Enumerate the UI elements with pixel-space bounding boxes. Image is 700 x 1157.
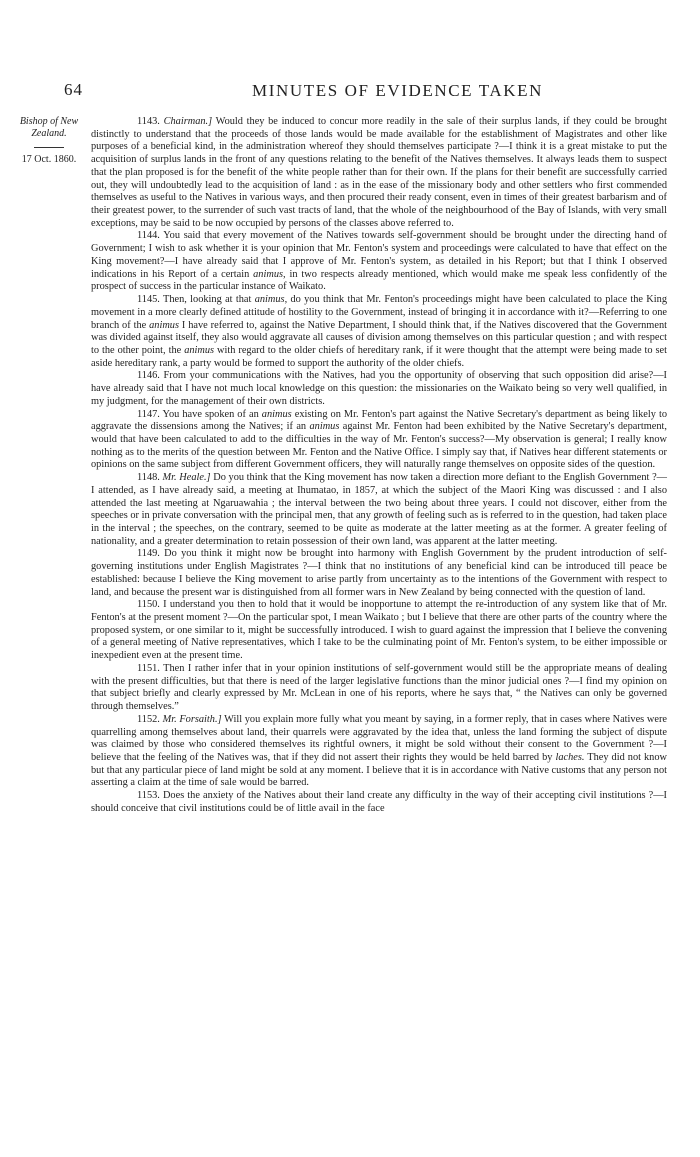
question-1144 xyxy=(91,230,667,294)
speaker-name: Mr. Forsaith.] xyxy=(162,713,222,725)
question-number: 1147. xyxy=(137,408,160,420)
evidence-body xyxy=(91,116,667,816)
question-number: 1152. xyxy=(137,713,160,725)
question-number: 1146. xyxy=(137,370,160,382)
question-text: You said that every movement of the Natives towards self-government should be brought under the directing hand of Government; I wish to ask whether it is your opinion that Mr. Fenton's system and proceedings were calculated to have that effect on the King movement?—I have already said that I approve of Mr. Fenton's system, as detailed in his Report; but that I think I observed indications in his Report of a certain xyxy=(91,230,667,280)
evidence-date: 17 Oct. 1860. xyxy=(21,154,77,165)
question-1146 xyxy=(91,370,667,408)
question-1151 xyxy=(91,663,667,714)
question-text: Do you think that the King movement has now taken a direction more defiant to the English Government ?—I attended, as I have already said, a meeting at Ihumatao, in 1857, at which the subject of the Maori King was discussed : and I also attended the last meeting at Ngaruawahia ; the interval between the two being about three years. I could not discover, either from the speeches or in private conversation with the principal men, that any growth of feeling such as is referred to in the question, had taken place in the interval ; the speeches, on the contrary, seemed to be quite as moderate at the latter meeting as at the former. A greater feeling of nationality, and a greater determination to retain possession of their own land, was apparent at the latter meeting. xyxy=(91,472,668,547)
question-text: From your communications with the Natives, had you the opportunity of observing that such opposition did arise?—I have already said that I have not much local knowledge on this question: the missionaries on the Waikato being so very well qualified, in my judgment, for the management of their own districts. xyxy=(91,370,667,407)
question-number: 1151. xyxy=(137,662,160,674)
question-text: You have spoken of an xyxy=(159,408,262,420)
witness-name: Bishop of New Zealand. xyxy=(19,116,79,139)
question-1153 xyxy=(91,790,667,815)
question-number: 1145. xyxy=(137,294,160,306)
question-number: 1149. xyxy=(137,548,160,560)
question-number: 1150. xyxy=(137,599,160,611)
question-text-cont: with regard to the older chiefs of hereditary rank, if it were thought that the attempt were being made to set aside hereditary rank, a party would be formed to support the authority of the older chiefs. xyxy=(91,344,667,369)
italic-term: laches. xyxy=(555,751,585,763)
question-text: Do you think it might now be brought into harmony with English Government by the prudent introduction of self-governing institutions under English Magistrates ?—I think that no institutions of any beneficial kind can be introduced till peace be established: because I believe the King movement to arise partly from uncertainty as to the intentions of the Government with respect to land, and because the present war is distinguished from all former wars in New Zealand by being connected with the question of land. xyxy=(91,548,667,598)
question-1150 xyxy=(91,599,667,663)
question-number: 1143. xyxy=(137,116,160,127)
question-number: 1148. xyxy=(137,472,160,484)
question-text: Does the anxiety of the Natives about their land create any difficulty in the way of their accepting civil institutions ?—I should conceive that civil institutions could be of little avail in the face xyxy=(91,790,667,814)
question-text: Then, looking at that xyxy=(159,294,255,306)
question-text-cont: I have referred to, against the Native Department, I should think that, if the Natives discovered that the Government was divided against itself, they also would aggravate all causes of division among themselves on this particular question ; and with respect to the other point, the xyxy=(91,319,667,356)
question-1145 xyxy=(91,294,667,370)
question-1143 xyxy=(91,116,667,230)
question-text-cont: They did not know but that any particular piece of land might be sold at any moment. I believe that it is in accordance with Native customs that any person not asserting a claim at the time of sale would be barred. xyxy=(91,751,667,789)
page-number: 64 xyxy=(64,80,83,99)
margin-note xyxy=(10,116,88,166)
question-1147 xyxy=(91,409,667,473)
running-title: MINUTES OF EVIDENCE TAKEN xyxy=(252,81,543,100)
question-text-cont: in two respects already mentioned, which would make me speak less confidently of the prospect of success in the particular instance of Waikato. xyxy=(91,268,667,293)
question-text: Then I rather infer that in your opinion institutions of self-government would still be the appropriate means of dealing with the present difficulties, but that there is need of the larger legislative functions than the minor judicial ones ?—I find my opinion on that subject briefly and clearly expressed by Mr. McLean in one of his reports, where he says that, “ the Natives can only be governed through themselves.” xyxy=(91,662,667,713)
question-text-cont: do you think that Mr. Fenton's proceedings might have been calculated to place the King movement in a more clearly defined attitude of hostility to the Government, instead of bringing it in accordance with it?—Referring to one branch of the xyxy=(91,294,667,331)
question-text-cont: existing on Mr. Fenton's part against the Native Secretary's department as being likely to aggravate the dissensions among the Natives; if an xyxy=(91,408,667,433)
question-1152 xyxy=(91,714,667,790)
question-text: Would they be induced to concur more readily in the sale of their surplus lands, if they could be brought distinctly to understand that the proceeds of those lands would be made available for the establishment of Magistrates and other like purposes of a beneficial kind, in the administration whereof they should themselves participate ?—I think it is a great mistake to put the acquisition of surplus lands in the front of any questions relating to the benefit of the Natives themselves. It always leads them to suspect that the plan proposed is for the benefit of the white people rather than for their own. If the plans for their benefit are successfully carried out, they will undoubtedly lead to the acquisition of land : as in the ease of the missionary body and other settlers who first commended themselves as useful to the Natives in various ways, and then procured their ready consent, even in times of their greatest barbarism and of their greatest power, to the surrender of such vast tracts of land, that the whole of the neighbourhood of the Bay of Islands, with very small exceptions, may be said to be now occupied by persons of the classes above referred to. xyxy=(91,116,667,229)
question-number: 1153. xyxy=(137,790,160,802)
speaker-name: Chairman.] xyxy=(163,116,213,127)
italic-term: animus xyxy=(261,408,292,420)
question-number: 1144. xyxy=(137,230,160,242)
question-text: I understand you then to hold that it would be inopportune to attempt the re-introduction of any system like that of Mr. Fenton's at the present moment ?—On the particular spot, I mean Waikato ; but I believe that there are other parts of the country where the proposed system, or one similar to it, might be successfully introduced. I wish to guard against the impression that I believe the convening of a general meeting of Native representatives, which I take to be the culminating point of Mr. Fenton's system, to be either impossible or inexpedient even at the present time. xyxy=(91,599,667,662)
question-1148 xyxy=(91,472,667,548)
speaker-name: Mr. Heale.] xyxy=(162,472,211,484)
question-1149 xyxy=(91,548,667,599)
page-header xyxy=(0,80,700,106)
question-text-cont: against Mr. Fenton had been exhibited by the Native Secretary's department, would that have been calculated to add to the difficulties in the way of Mr. Fenton's success?—My observation is general; I really know nothing as to the merits of the question between Mr. Fenton and the Native Office. I simply say that, if Natives hear different statements or opinions on the same subject from different Government officers, they will naturally range themselves on opposite sides of the question. xyxy=(91,421,667,471)
italic-term: animus xyxy=(149,319,179,331)
margin-divider xyxy=(34,147,64,148)
italic-term: animus xyxy=(184,344,215,356)
italic-term: animus, xyxy=(254,294,288,306)
question-text: Will you explain more fully what you meant by saying, in a former reply, that in cases where Natives were quarrelling among themselves about land, their quarrels were aggravated by the idea that, unless the land forming the subject of dispute was claimed by those who considered themselves its rightful owners, it might be sold without their consent to the Government ?—I believe that the feeling of the Natives was, that if they did not assert their rights they would be held barred by xyxy=(91,713,667,763)
italic-term: animus, xyxy=(253,268,286,280)
italic-term: animus xyxy=(309,421,340,433)
